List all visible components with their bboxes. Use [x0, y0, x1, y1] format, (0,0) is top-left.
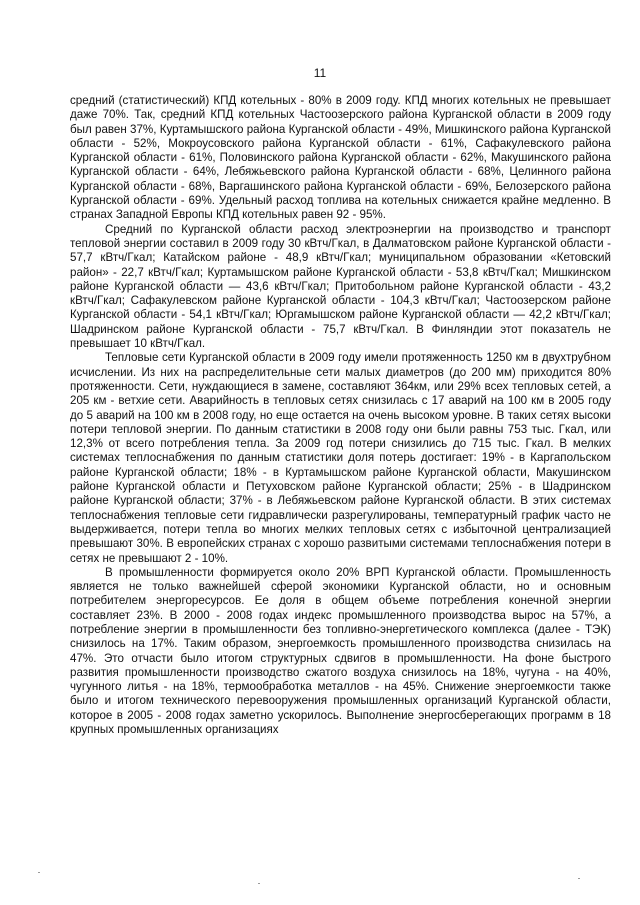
scan-speck: [578, 878, 580, 879]
scan-speck: [38, 872, 40, 873]
paragraph-heat-networks: Тепловые сети Курганской области в 2009 году имели протяженность 1250 км в двухтрубном исчислении. Из них на распределительные сети малых диаметров (до 200 мм) приходится 80% протяженности. Сети, нуждающиеся в замене, составляют 364км, или 29% всех тепловых сетей, а 205 км - ветхие сети. Аварийность в тепловых сетях снизилась с 17 аварий на 100 км в 2005 году до 5 аварий на 100 км в 2008 году, но еще остается на очень высоком уровне. В таких сетях высоки потери тепловой энергии. По данным статистики в 2008 году они были равны 753 тыс. Гкал, или 12,3% от всего потребления тепла. За 2009 год потери снизились до 715 тыс. Гкал. В мелких системах теплоснабжения по данным статистики доля потерь достигает: 19% - в Каргапольском районе Курганской области; 18% - в Куртамышском районе Курганской области, Макушинском районе Курганской области и Петуховском районе Курганской области; 25% - в Шадринском районе Курганской области; 37% - в Лебяжьевском районе Курганской области. В этих системах теплоснабжения тепловые сети гидравлически разрегулированы, температурный график часто не выдерживается, потери тепла во многих мелких тепловых сетях с избыточной централизацией превышают 30%. В европейских странах с хорошо развитыми системами теплоснабжения потери в сетях не превышают 2 - 10%.: [70, 351, 611, 565]
scan-speck: [258, 883, 260, 884]
paragraph-boiler-efficiency: средний (статистический) КПД котельных - 80% в 2009 году. КПД многих котельных не превышает даже 70%. Так, средний КПД котельных Частоозерского района Курганской области в 2009 году был равен 37%, Куртамышского района Курганской области - 49%, Мишкинского района Курганской области - 52%, Мокроусовского района Курганской области - 61%, Сафакулевского района Курганской области - 61%, Половинского района Курганской области - 62%, Макушинского района Курганской области - 64%, Лебяжьевского района Курганской области - 68%, Целинного района Курганской области - 68%, Варгашинского района Курганской области - 69%, Белозерского района Курганской области - 69%. Удельный расход топлива на котельных снижается крайне медленно. В странах Западной Европы КПД котельных равен 92 - 95%.: [70, 94, 611, 222]
paragraph-industry: В промышленности формируется около 20% ВРП Курганской области. Промышленность является не только важнейшей сферой экономики Курганской области, но и основным потребителем энергоресурсов. Ее доля в общем объеме потребления конечной энергии составляет 23%. В 2000 - 2008 годах индекс промышленного производства вырос на 57%, а потребление энергии в промышленности без топливно-энергетического комплекса (далее - ТЭК) снизилось на 17%. Таким образом, энергоемкость промышленного производства снизилась на 47%. Это отчасти было итогом структурных сдвигов в промышленности. На фоне быстрого развития промышленности производство сжатого воздуха снизилось на 18%, чугуна - на 40%, чугунного литья - на 18%, термообработка металлов - на 45%. Снижение энергоемкости также было и итогом технического перевооружения промышленных организаций Курганской области, которое в 2005 - 2008 годах заметно ускорилось. Выполнение энергосберегающих программ в 18 крупных промышленных организациях: [70, 565, 611, 737]
body-text: [70, 94, 611, 737]
paragraph-electricity-consumption: Средний по Курганской области расход электроэнергии на производство и транспорт тепловой энергии составил в 2009 году 30 кВтч/Гкал, в Далматовском районе Курганской области - 57,7 кВтч/Гкал; Катайском районе - 48,9 кВтч/Гкал; муниципальном образовании «Кетовский район» - 22,7 кВтч/Гкал; Куртамышском районе Курганской области - 53,8 кВтч/Гкал; Мишкинском районе Курганской области — 43,6 кВтч/Гкал; Притобольном районе Курганской области - 43,2 кВтч/Гкал; Сафакулевском районе Курганской области - 104,3 кВтч/Гкал; Частоозерском районе Курганской области - 54,1 кВтч/Гкал; Юргамышском районе Курганской области — 42,2 кВтч/Гкал; Шадринском районе Курганской области - 75,7 кВтч/Гкал. В Финляндии этот показатель не превышает 10 кВтч/Гкал.: [70, 222, 611, 351]
page-number: 11: [313, 66, 327, 80]
